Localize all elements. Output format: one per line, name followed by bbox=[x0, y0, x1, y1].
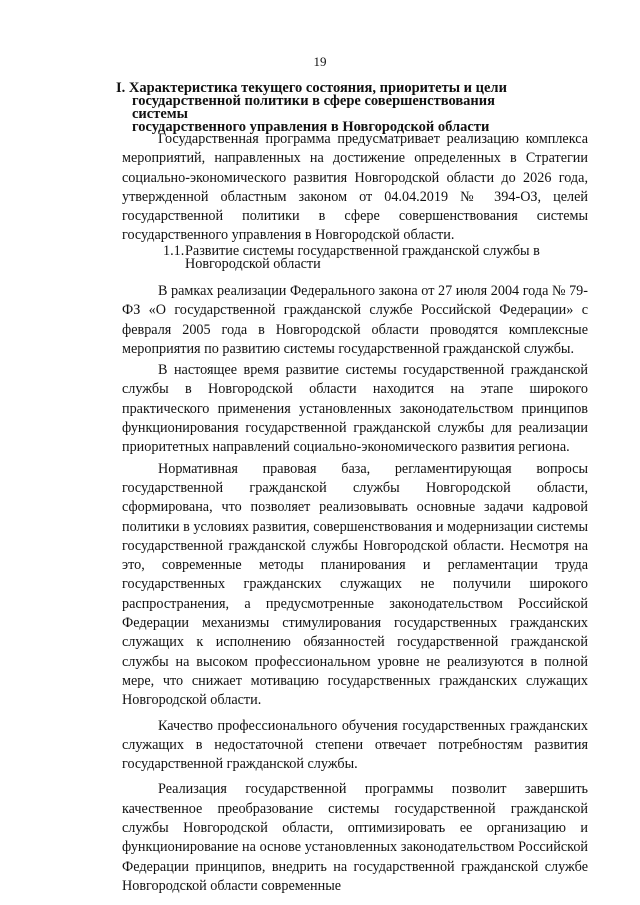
body-text bbox=[122, 282, 588, 898]
intro-paragraph: Государственная программа предусматривает реализацию комплекса мероприятий, направленных на достижение определенных в Стратегии социально-экономического развития Новгородской области до 2026 года, утвержденной областным законом от 04.04.2019 № 394-ОЗ, целей государственной политики в сфере совершенствования системы государственного управления в Новгородской области. bbox=[122, 131, 588, 244]
paragraph: В настоящее время развитие системы государственной гражданской службы в Новгородской области находится на этапе широкого практического применения установленных законодательством принципов функционирования государственной гражданской службы для реализации приоритетных направлений социально-экономического развития региона. bbox=[122, 362, 588, 456]
paragraph: Реализация государственной программы позволит завершить качественное преобразование системы государственной гражданской службы Новгородской области, оптимизировать ее организацию и функционирование на основе установленных законодательством Российской Федерации принципов, внедрить на государственной гражданской службе Новгородской области современные bbox=[122, 781, 588, 894]
paragraph: Качество профессионального обучения государственных гражданских служащих в недостаточной степени отвечает потребностям развития государственной гражданской службы. bbox=[122, 717, 588, 773]
section-heading-line-2: государственной политики в сфере совершенствования системы bbox=[132, 93, 495, 122]
section-heading bbox=[116, 82, 526, 134]
paragraph: В рамках реализации Федерального закона от 27 июля 2004 года № 79-ФЗ «О государственной гражданской службе Российской Федерации» с февраля 2005 года в Новгородской области проводятся комплексные мероприятия по развитию системы государственной гражданской службы. bbox=[122, 283, 588, 357]
subsection-title-line-1: Развитие системы государственной гражданской службы в bbox=[185, 243, 540, 259]
subsection-number: 1.1. bbox=[163, 243, 185, 259]
subsection-title-line-2: Новгородской области bbox=[185, 256, 321, 272]
section-heading-line-3: государственного управления в Новгородской области bbox=[132, 119, 490, 135]
intro-block bbox=[122, 130, 588, 250]
paragraph: Нормативная правовая база, регламентирующая вопросы государственной гражданской службы Новгородской области, сформирована, что позволяет реализовывать основные задачи кадровой политики в условиях развития, совершенствования и модернизации системы государственной гражданской службы Новгородской области. Несмотря на это, современные методы планирования и регламентации труда государственных гражданских служащих не получили широкого распространения, а предусмотренные законодательством Российской Федерации механизмы стимулирования государственных гражданских служащих к исполнению обязанностей государственной гражданской службы на высоком профессиональном уровне не реализуются в полной мере, что снижает мотивацию государственных гражданских служащих Новгородской области. bbox=[122, 460, 588, 709]
section-heading-line-1: I. Характеристика текущего состояния, приоритеты и цели bbox=[116, 80, 507, 96]
page-number: 19 bbox=[313, 54, 327, 69]
subsection-heading bbox=[163, 245, 563, 271]
